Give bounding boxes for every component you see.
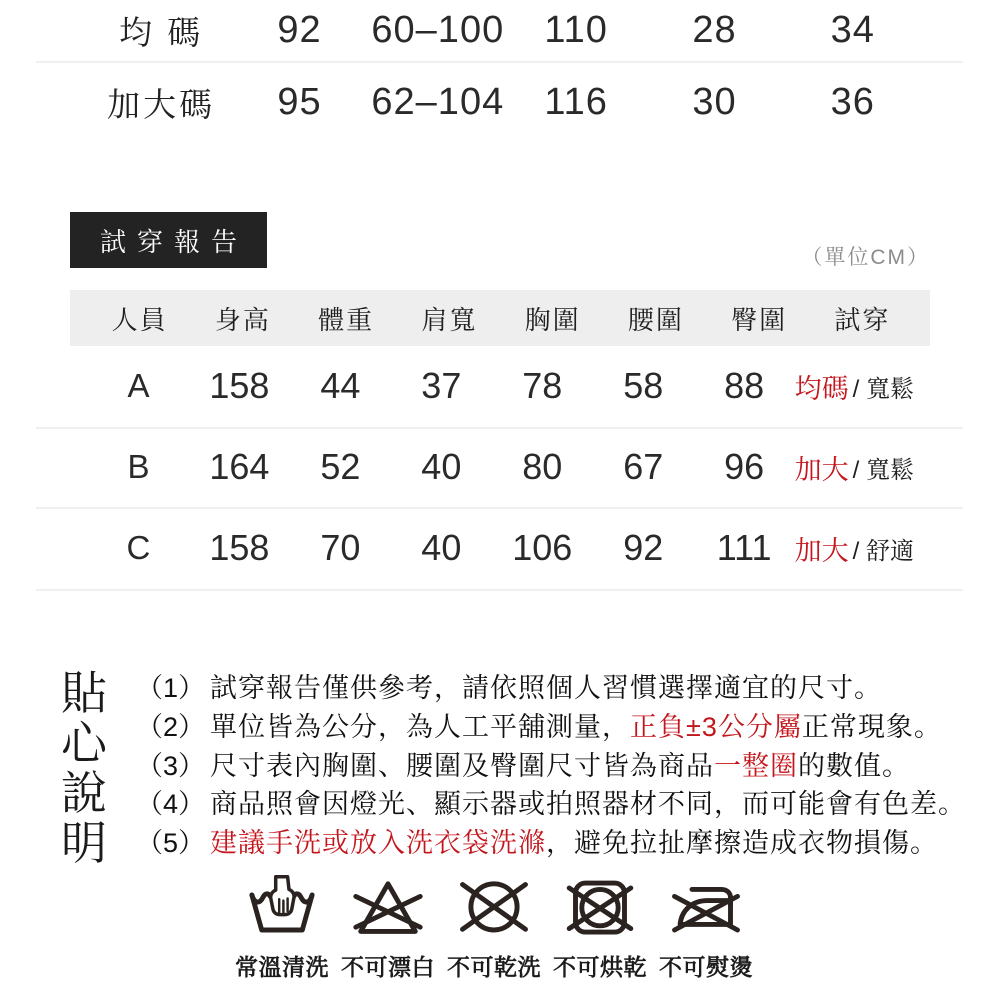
bust-cell: 80: [522, 446, 563, 487]
table-row: [70, 427, 930, 507]
note-number: （5）: [136, 828, 206, 859]
notes-list: [136, 668, 966, 868]
hip-cell: 111: [716, 527, 772, 568]
hand-wash-icon: [244, 874, 320, 944]
care-icons-row: [232, 874, 756, 982]
unit-note: （單位CM）: [801, 246, 930, 269]
care-label: 不可熨燙: [659, 954, 753, 980]
try-cell: [795, 367, 914, 406]
care-label: 常溫清洗: [235, 954, 329, 980]
try-size-label: 加大: [794, 535, 849, 566]
divider: [36, 61, 963, 63]
size-value: 28: [692, 9, 737, 51]
column-header: 試穿: [834, 304, 891, 335]
fit-report-title-box: [70, 212, 267, 268]
size-table: [60, 0, 940, 141]
weight-cell: 70: [320, 527, 361, 568]
size-label: 加大碼: [107, 85, 216, 123]
try-cell: [795, 529, 914, 568]
column-header: 胸圍: [524, 304, 581, 335]
care-label: 不可乾洗: [447, 954, 541, 980]
size-table-row: [60, 63, 940, 141]
fit-report-title: 試穿報告: [99, 226, 248, 257]
person-cell: A: [127, 367, 150, 404]
title-char: 貼: [61, 667, 107, 719]
care-item: [550, 874, 650, 982]
size-table-row: [60, 0, 940, 61]
size-value: 60–100: [371, 9, 505, 51]
height-cell: 158: [209, 527, 270, 568]
table-row: [70, 507, 930, 589]
shoulder-cell: 37: [421, 365, 462, 406]
divider: [36, 589, 963, 591]
size-value: 92: [277, 9, 322, 51]
note-number: （3）: [136, 750, 206, 781]
waist-cell: 58: [623, 365, 664, 406]
no-dry-clean-icon: [456, 874, 532, 944]
note-text: 單位皆為公分，為人工平舖測量，: [210, 711, 630, 742]
shoulder-cell: 40: [421, 446, 462, 487]
note-number: （2）: [136, 711, 206, 742]
title-char: 說: [61, 767, 107, 819]
no-tumble-dry-icon: [562, 874, 638, 944]
note-text: 尺寸表內胸圍、腰圍及臀圍尺寸皆為商品: [210, 750, 714, 781]
size-value: 110: [544, 9, 608, 51]
note-text: 的數值。: [798, 750, 910, 781]
care-item: [656, 874, 756, 982]
column-header: 臀圍: [731, 304, 788, 335]
size-value: 34: [830, 9, 875, 51]
try-fit-label: / 寬鬆: [852, 375, 914, 403]
person-cell: C: [126, 529, 151, 566]
note-text: 商品照會因燈光、顯示器或拍照器材不同，而可能會有色差。: [210, 789, 966, 820]
no-iron-icon: [668, 874, 744, 944]
note-item: [136, 708, 966, 747]
person-cell: B: [127, 448, 150, 485]
fit-table-header: [70, 290, 930, 346]
care-label: 不可漂白: [341, 954, 435, 980]
try-fit-label: / 寬鬆: [852, 456, 914, 484]
care-item: [232, 874, 332, 982]
weight-cell: 44: [320, 365, 361, 406]
height-cell: 164: [209, 446, 270, 487]
try-size-label: 均碼: [794, 373, 849, 404]
note-item: [136, 747, 966, 786]
try-cell: [795, 448, 914, 487]
size-value: 36: [830, 80, 875, 123]
note-text: 試穿報告僅供參考，請依照個人習慣選擇適宜的尺寸。: [210, 673, 882, 703]
title-char: 明: [61, 817, 107, 869]
note-item: [136, 824, 966, 863]
note-text: 正常現象。: [801, 711, 942, 742]
note-text-highlight: 一整圈: [714, 750, 798, 781]
try-fit-label: / 舒適: [852, 537, 914, 565]
notes-vertical-title: [58, 668, 110, 868]
table-row: [70, 345, 930, 427]
care-item: [338, 874, 438, 982]
size-value: 30: [692, 80, 737, 123]
bust-cell: 78: [522, 365, 563, 406]
shoulder-cell: 40: [421, 527, 462, 568]
column-header: 肩寬: [421, 304, 478, 335]
column-header: 體重: [318, 304, 375, 335]
care-item: [444, 874, 544, 982]
title-char: 心: [61, 717, 107, 769]
note-item: [136, 785, 966, 824]
column-header: 身高: [214, 304, 271, 335]
bust-cell: 106: [512, 527, 573, 568]
no-bleach-icon: [350, 874, 426, 944]
waist-cell: 67: [623, 446, 664, 487]
note-text: ，避免拉扯摩擦造成衣物損傷。: [546, 828, 938, 859]
hip-cell: 88: [724, 365, 765, 406]
waist-cell: 92: [623, 527, 664, 568]
note-number: （4）: [136, 789, 206, 820]
weight-cell: 52: [320, 446, 361, 487]
size-value: 62–104: [371, 80, 505, 123]
column-header: 腰圍: [627, 304, 684, 335]
care-label: 不可烘乾: [553, 954, 647, 980]
note-number: （1）: [136, 673, 206, 703]
column-header: 人員: [111, 304, 168, 335]
try-size-label: 加大: [794, 454, 849, 485]
note-text-highlight: 建議手洗或放入洗衣袋洗滌: [210, 828, 546, 859]
hip-cell: 96: [724, 446, 765, 487]
size-label: 均 碼: [119, 14, 204, 51]
notes-section: [58, 668, 966, 868]
size-value: 95: [277, 80, 322, 123]
size-value: 116: [544, 80, 608, 123]
note-text-highlight: 正負±3公分屬: [630, 711, 802, 742]
note-item: [136, 669, 966, 708]
height-cell: 158: [209, 365, 270, 406]
